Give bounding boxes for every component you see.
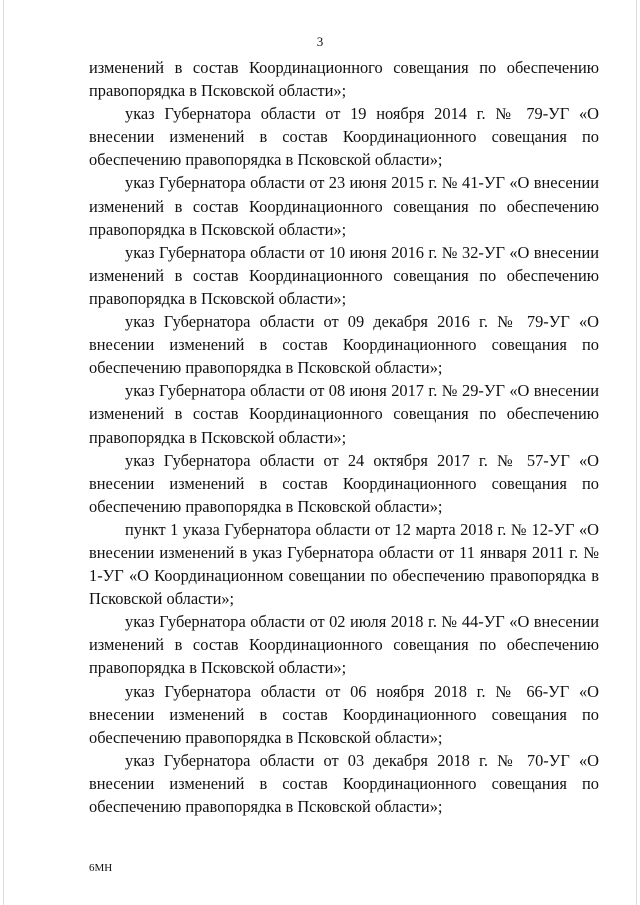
page-number: 3: [316, 34, 324, 49]
scan-edge-right: [636, 0, 637, 905]
paragraph-decree: указ Губернатора области от 03 декабря 2018 г. № 70-УГ «О внесении изменений в состав Координационного совещания по обеспечению правопорядка в Псковской области»;: [89, 750, 599, 816]
paragraph-decree: указ Губернатора области от 02 июля 2018 г. № 44-УГ «О внесении изменений в состав Координационного совещания по обеспечению правопорядка в Псковской области»;: [89, 612, 599, 678]
paragraph-decree: указ Губернатора области от 06 ноября 2018 г. № 66-УГ «О внесении изменений в состав Координационного совещания по обеспечению правопорядка в Псковской области»;: [89, 681, 599, 747]
paragraph-decree: указ Губернатора области от 23 июня 2015 г. № 41-УГ «О внесении изменений в состав Координационного совещания по обеспечению правопорядка в Псковской области»;: [89, 173, 599, 239]
paragraph-decree: указ Губернатора области от 10 июня 2016 г. № 32-УГ «О внесении изменений в состав Координационного совещания по обеспечению правопорядка в Псковской области»;: [89, 242, 599, 308]
paragraph-decree: указ Губернатора области от 24 октября 2017 г. № 57-УГ «О внесении изменений в состав Координационного совещания по обеспечению правопорядка в Псковской области»;: [89, 450, 599, 516]
paragraph-decree: указ Губернатора области от 08 июня 2017 г. № 29-УГ «О внесении изменений в состав Координационного совещания по обеспечению правопорядка в Псковской области»;: [89, 381, 599, 447]
document-body: [89, 56, 599, 818]
paragraph-continuation: изменений в состав Координационного совещания по обеспечению правопорядка в Псковской области»;: [89, 58, 599, 101]
scan-edge-left: [3, 0, 4, 905]
paragraph-decree: указ Губернатора области от 09 декабря 2016 г. № 79-УГ «О внесении изменений в состав Координационного совещания по обеспечению правопорядка в Псковской области»;: [89, 312, 599, 378]
paragraph-decree: указ Губернатора области от 19 ноября 2014 г. № 79-УГ «О внесении изменений в состав Координационного совещания по обеспечению правопорядка в Псковской области»;: [89, 104, 599, 170]
footer-code: 6МН: [89, 862, 113, 874]
paragraph-decree: пункт 1 указа Губернатора области от 12 марта 2018 г. № 12-УГ «О внесении изменений в указ Губернатора области от 11 января 2011 г. № 1-УГ «О Координационном совещании по обеспечению правопорядка в Псковской области»;: [89, 519, 599, 609]
